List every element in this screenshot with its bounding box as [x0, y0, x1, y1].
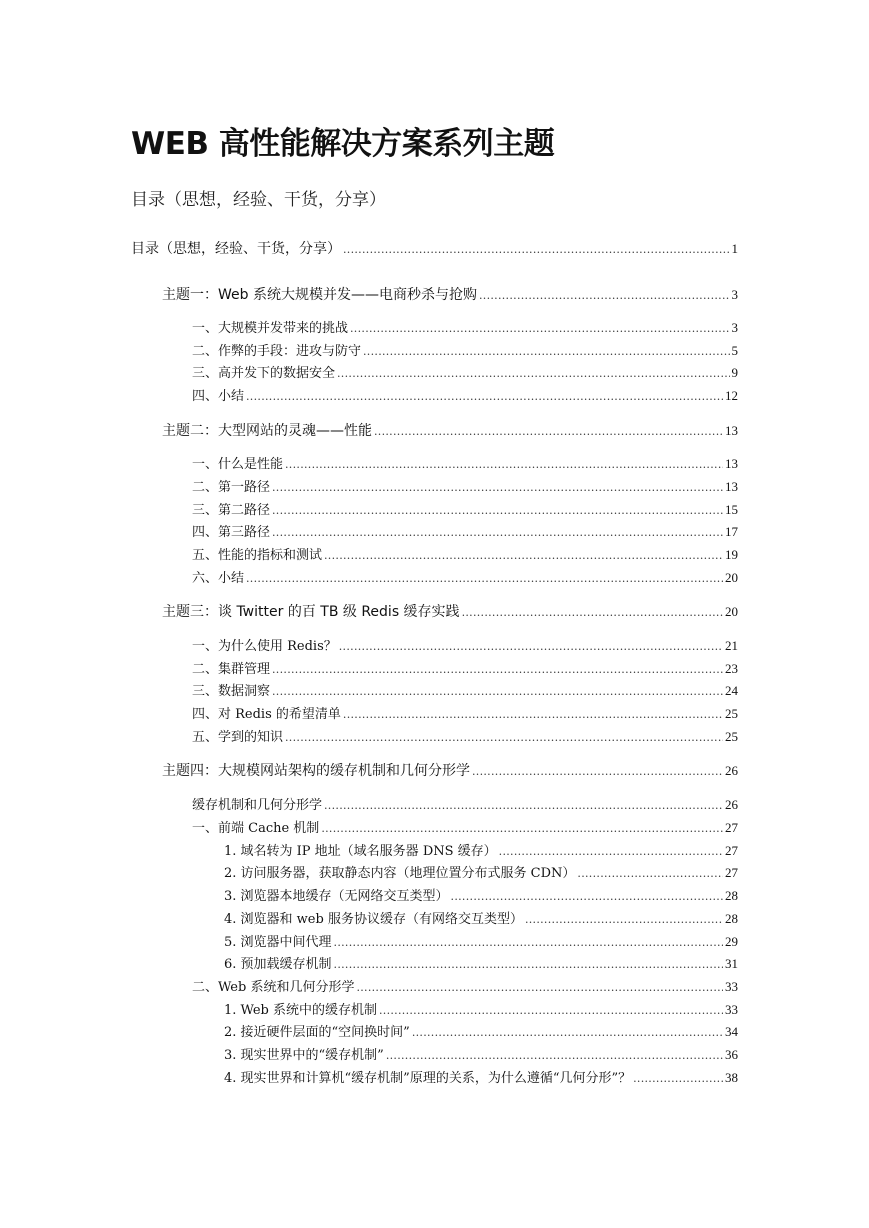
toc-entry-label: 二、Web 系统和几何分形学 — [192, 980, 355, 995]
toc-entry-section[interactable] — [192, 544, 738, 564]
toc-entry-section[interactable] — [192, 567, 738, 587]
toc-entry-page: 26 — [725, 797, 738, 812]
leader-dots — [633, 1072, 723, 1085]
toc-entry-label: 4. 现实世界和计算机“缓存机制”原理的关系，为什么遵循“几何分形”？ — [224, 1071, 632, 1086]
toc-entry-label: 一、为什么使用 Redis？ — [192, 639, 337, 654]
toc-entry-section[interactable] — [192, 794, 738, 814]
leader-dots — [479, 289, 730, 302]
toc-entry-label: 6. 预加载缓存机制 — [224, 957, 332, 972]
toc-entry-label: 1. 域名转为 IP 地址（域名服务器 DNS 缓存） — [224, 844, 497, 859]
toc-entry-section[interactable] — [192, 521, 738, 541]
toc-entry-page: 20 — [725, 604, 738, 619]
leader-dots — [499, 845, 723, 858]
toc-entry-label: 主题四：大规模网站架构的缓存机制和几何分形学 — [162, 763, 470, 779]
toc-entry-page: 38 — [725, 1070, 738, 1085]
toc-entry-page: 26 — [725, 763, 738, 778]
toc-entry-page: 34 — [725, 1024, 738, 1039]
toc-entry-label: 四、小结 — [192, 389, 245, 404]
toc-entry-label: 四、第三路径 — [192, 525, 271, 540]
toc-entry-section[interactable] — [192, 476, 738, 496]
toc-entry-label: 四、对 Redis 的希望清单 — [192, 707, 341, 722]
leader-dots — [324, 549, 723, 562]
toc-entry-section[interactable] — [192, 635, 738, 655]
toc-entry-section[interactable] — [192, 385, 738, 405]
leader-dots — [451, 890, 723, 903]
toc-entry-page: 28 — [725, 911, 738, 926]
toc-entry-topic-4[interactable] — [162, 760, 738, 780]
toc-entry-label: 一、前端 Cache 机制 — [192, 821, 320, 836]
toc-entry-label: 主题三：谈 Twitter 的百 TB 级 Redis 缓存实践 — [162, 604, 460, 620]
toc-entry-page: 17 — [725, 524, 738, 539]
toc-entry-subsection[interactable] — [224, 1044, 738, 1064]
toc-entry-page: 27 — [725, 843, 738, 858]
toc-entry-label: 3. 浏览器本地缓存（无网络交互类型） — [224, 889, 449, 904]
toc-entry-label: 六、小结 — [192, 571, 245, 586]
toc-entry-page: 28 — [725, 888, 738, 903]
toc-entry-label: 三、数据洞察 — [192, 684, 271, 699]
toc-entry-label: 五、性能的指标和测试 — [192, 548, 323, 563]
toc-heading: 目录（思想，经验、干货，分享） — [131, 190, 386, 210]
toc-entry-subsection[interactable] — [224, 908, 738, 928]
leader-dots — [272, 685, 723, 698]
toc-entry-page: 19 — [725, 547, 738, 562]
leader-dots — [525, 913, 723, 926]
toc-entry-subsection[interactable] — [224, 1067, 738, 1087]
toc-entry-label: 二、作弊的手段：进攻与防守 — [192, 344, 362, 359]
toc-entry-label: 2. 接近硬件层面的“空间换时间” — [224, 1025, 410, 1040]
leader-dots — [272, 663, 723, 676]
toc-entry-section[interactable] — [192, 680, 738, 700]
leader-dots — [412, 1026, 723, 1039]
toc-entry-topic-3[interactable] — [162, 601, 738, 621]
leader-dots — [246, 390, 723, 403]
toc-entry-subsection[interactable] — [224, 1021, 738, 1041]
toc-entry-page: 25 — [725, 706, 738, 721]
leader-dots — [374, 425, 723, 438]
toc-entry-page: 13 — [725, 479, 738, 494]
leader-dots — [272, 504, 723, 517]
toc-entry-label: 二、第一路径 — [192, 480, 271, 495]
leader-dots — [363, 345, 729, 358]
toc-entry-section[interactable] — [192, 703, 738, 723]
toc-entry-section[interactable] — [192, 317, 738, 337]
toc-entry-page: 31 — [725, 956, 738, 971]
toc-entry-page: 3 — [731, 287, 738, 302]
leader-dots — [272, 481, 723, 494]
leader-dots — [285, 458, 723, 471]
toc-entry-page: 13 — [725, 456, 738, 471]
toc-entry-page: 21 — [725, 638, 738, 653]
leader-dots — [337, 367, 729, 380]
toc-entry-page: 36 — [725, 1047, 738, 1062]
toc-entry-page: 33 — [725, 1002, 738, 1017]
toc-entry-section[interactable] — [192, 499, 738, 519]
document-title: WEB 高性能解决方案系列主题 — [131, 126, 555, 162]
toc-entry-toc[interactable] — [131, 238, 738, 258]
leader-dots — [379, 1004, 723, 1017]
toc-entry-section[interactable] — [192, 340, 738, 360]
toc-entry-page: 23 — [725, 661, 738, 676]
toc-entry-page: 12 — [725, 388, 738, 403]
toc-entry-label: 目录（思想，经验、干货，分享） — [131, 241, 341, 257]
toc-entry-label: 主题二：大型网站的灵魂——性能 — [162, 423, 372, 439]
toc-entry-subsection[interactable] — [224, 953, 738, 973]
toc-entry-label: 三、第二路径 — [192, 503, 271, 518]
leader-dots — [343, 243, 730, 256]
leader-dots — [334, 936, 723, 949]
toc-entry-subsection[interactable] — [224, 999, 738, 1019]
toc-entry-page: 1 — [731, 241, 738, 256]
leader-dots — [272, 526, 723, 539]
toc-entry-page: 9 — [731, 365, 738, 380]
toc-entry-label: 主题一：Web 系统大规模并发——电商秒杀与抢购 — [162, 287, 477, 303]
leader-dots — [285, 731, 723, 744]
toc-entry-label: 2. 访问服务器，获取静态内容（地理位置分布式服务 CDN） — [224, 866, 576, 881]
toc-entry-label: 缓存机制和几何分形学 — [192, 798, 323, 813]
leader-dots — [334, 958, 723, 971]
toc-entry-section[interactable] — [192, 658, 738, 678]
toc-entry-page: 5 — [731, 343, 738, 358]
toc-entry-label: 三、高并发下的数据安全 — [192, 366, 336, 381]
toc-entry-section[interactable] — [192, 817, 738, 837]
toc-entry-subsection[interactable] — [224, 840, 738, 860]
toc-entry-page: 3 — [731, 320, 738, 335]
toc-entry-label: 3. 现实世界中的“缓存机制” — [224, 1048, 384, 1063]
leader-dots — [324, 799, 723, 812]
toc-entry-label: 二、集群管理 — [192, 662, 271, 677]
leader-dots — [462, 606, 723, 619]
toc-entry-section[interactable] — [192, 362, 738, 382]
toc-entry-page: 25 — [725, 729, 738, 744]
toc-entry-label: 一、大规模并发带来的挑战 — [192, 321, 349, 336]
toc-entry-label: 五、学到的知识 — [192, 730, 284, 745]
toc-entry-label: 4. 浏览器和 web 服务协议缓存（有网络交互类型） — [224, 912, 523, 927]
leader-dots — [386, 1049, 723, 1062]
toc-entry-subsection[interactable] — [224, 862, 738, 882]
toc-entry-subsection[interactable] — [224, 885, 738, 905]
toc-entry-page: 27 — [725, 865, 738, 880]
leader-dots — [356, 981, 723, 994]
toc-entry-page: 27 — [725, 820, 738, 835]
toc-entry-label: 一、什么是性能 — [192, 457, 284, 472]
toc-entry-page: 24 — [725, 683, 738, 698]
toc-entry-page: 20 — [725, 570, 738, 585]
toc-entry-page: 13 — [725, 423, 738, 438]
leader-dots — [343, 708, 723, 721]
toc-entry-section[interactable] — [192, 726, 738, 746]
toc-entry-topic-1[interactable] — [162, 284, 738, 304]
toc-entry-page: 15 — [725, 502, 738, 517]
toc-entry-topic-2[interactable] — [162, 420, 738, 440]
toc-entry-section[interactable] — [192, 453, 738, 473]
toc-entry-page: 29 — [725, 934, 738, 949]
leader-dots — [577, 867, 723, 880]
toc-entry-section[interactable] — [192, 976, 738, 996]
toc-entry-label: 1. Web 系统中的缓存机制 — [224, 1003, 377, 1018]
toc-entry-page: 33 — [725, 979, 738, 994]
leader-dots — [350, 322, 729, 335]
leader-dots — [339, 640, 723, 653]
leader-dots — [472, 765, 723, 778]
toc-entry-label: 5. 浏览器中间代理 — [224, 935, 332, 950]
leader-dots — [321, 822, 723, 835]
toc-entry-subsection[interactable] — [224, 931, 738, 951]
leader-dots — [246, 572, 723, 585]
